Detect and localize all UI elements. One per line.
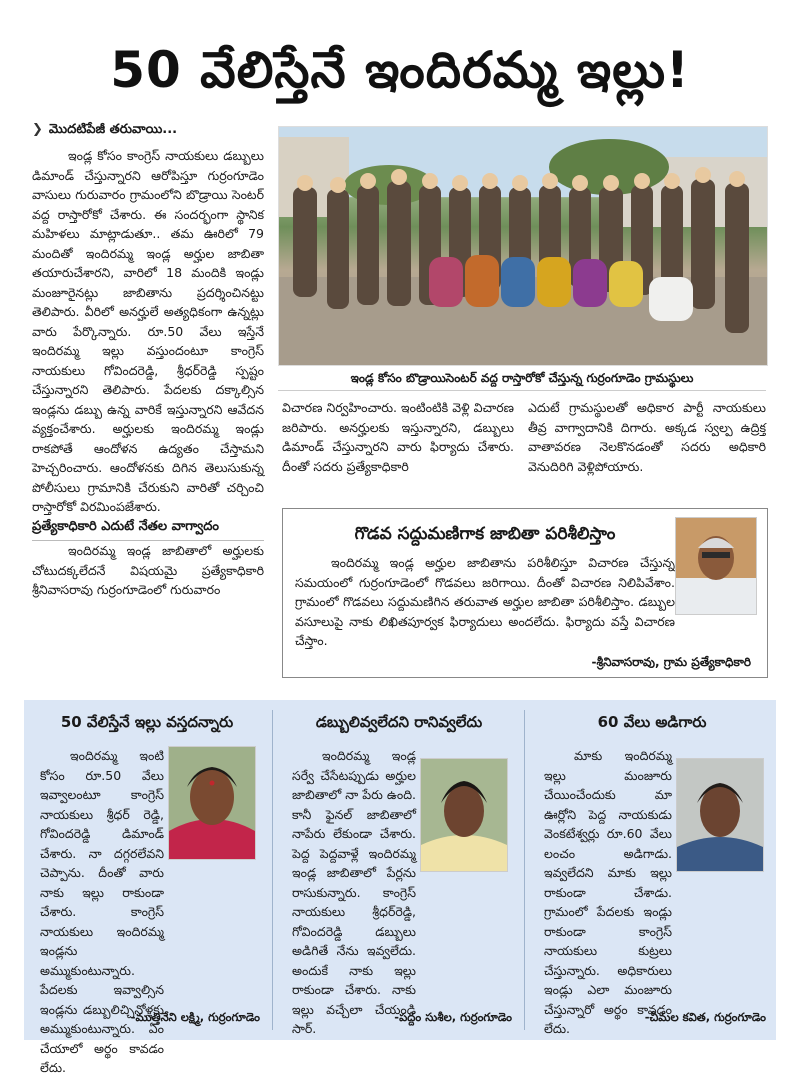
- photo-caption: ఇండ్ల కోసం బొడ్రాయిసెంటర్ వద్ద రాస్తారోకో చేస్తున్న గుర్రంగూడెం గ్రామస్థులు: [278, 366, 766, 391]
- testimonials-section: [24, 700, 776, 1075]
- paragraph: ఇండ్ల కోసం కాంగ్రెస్ నాయకులు డబ్బులు డిమాండ్ చేస్తున్నారని ఆరోపిస్తూ గుర్రంగూడెం వాసులు గురువారం గ్రామంలోని బొడ్రాయి సెంటర్ వద్ద రాస్తారోకో చేశారు. ఈ సందర్భంగా స్థానిక మహిళలు మాట్లాడుతూ.. తమ ఊరిలో 79 మందితో ఇందిరమ్మ ఇండ్ల అర్హుల జాబితా తయారుచేశారని, వారిలో 18 మందికి ఇండ్లు మంజూరైనట్లు జాబితాను ప్రదర్శించినట్టు తెలిపారు. వీరిలో అనర్హులే అత్యధికంగా ఉన్నట్లు వారు పేర్కొన్నారు. రూ.50 వేలు ఇస్తేనే ఇందిరమ్మ ఇల్లు వస్తుందంటూ కాంగ్రెస్ నాయకులు గోవిందరెడ్డి, శ్రీధర్‌రెడ్డి స్పష్టం చేస్తున్నారని తెలిపారు. పేదలకు దక్కాల్సిన ఇండ్లను డబ్బు ఉన్న వారికే ఇస్తున్నారని ఆవేదన వ్యక్తంచేశారు. అర్హులకు ఇందిరమ్మ ఇండ్లు రాకపోతే ఆందోళన ఉద్యతం చేస్తామని హెచ్చరించారు. ఆందోళనకు దిగిన తెలుసుకున్న పోలీసులు గ్రామానికి చేరుకుని వారితో చర్చించి రాస్తారోకో విరమింపజేశారు.: [32, 148, 264, 514]
- paragraph: విచారణ నిర్వహించారు. ఇంటింటికి వెళ్లి విచారణ జరిపారు. అనర్హులకు ఇస్తున్నారని, డబ్బులు డిమాండ్ చేస్తున్నారని వారు ఫిర్యాదు చేశారు. దీంతో సదరు ప్రత్యేకాధికారి: [282, 400, 514, 474]
- testimonial-title: 60 వేలు అడిగారు: [597, 713, 707, 731]
- protest-photo-illustration: [279, 127, 767, 365]
- chevron-right-icon: ❯: [32, 122, 43, 137]
- testimonial-signature: -ముత్తినేని లక్ష్మి, గుర్రంగూడెం: [130, 1010, 260, 1024]
- quote-signature: -శ్రీనివాసరావు, గ్రామ ప్రత్యేకాధికారి: [591, 655, 751, 669]
- paragraph: ఇందిరమ్మ ఇంటి కోసం రూ.50 వేలు ఇవ్వాలంటూ కాంగ్రెస్ నాయకులు శ్రీధర్ రెడ్డి, గోవిందరెడ్డి డిమాండ్ చేశారు. నా దగ్గరలేవని చెప్పాను. దీంతో వారు నాకు ఇల్లు రాకుండా చేశారు. కాంగ్రెస్ నాయకులు ఇందిరమ్మ ఇండ్లను అమ్ముకుంటున్నారు. పేదలకు ఇవ్వాల్సిన ఇండ్లను డబ్బులిచ్చినోళ్లకు అమ్ముకుంటున్నారు. ఏం చేయాలో అర్థం కావడం లేదు.: [40, 748, 164, 1075]
- middle-column: [282, 398, 514, 498]
- official-quote-box: [282, 508, 768, 678]
- testimonial-body-top: [40, 746, 164, 1075]
- testimonial-3: [528, 700, 776, 1040]
- official-portrait: [675, 517, 757, 615]
- paragraph: ఇందిరమ్మ ఇండ్ల సర్వే చేసేటప్పుడు అర్హుల జాబితాలో నా పేరు ఉంది. కానీ ఫైనల్ జాబితాలో నాపేరు లేకుండా చేశారు. పెద్ద పెద్దవాళ్లే ఇందిరమ్మ ఇండ్ల జాబితాలో పేర్లను రాసుకున్నారు. కాంగ్రెస్ నాయకులు శ్రీధర్‌రెడ్డి, గోవిందరెడ్డి డబ్బులు అడిగితే నేను ఇవ్వలేదు. అందుకే నాకు ఇల్లు రాకుండా చేశారు. నాకు ఇల్లు వచ్చేలా చేయండి సార్.: [292, 748, 416, 1036]
- divider: [524, 710, 525, 1030]
- headline: 50 వేలిస్తేనే ఇందిరమ్మ ఇల్లు!: [110, 41, 690, 99]
- paragraph: ఇందిరమ్మ ఇండ్ల అర్హుల జాబితాను పరిశీలిస్తూ విచారణ చేస్తున్న సమయంలో గుర్రంగూడెంలో గొడవలు జరిగాయి. దీంతో విచారణ నిలిపివేశాం. గ్రామంలో గొడవలు సద్దుమణిగిన తరువాత అర్హుల జాబితా పరిశీలిస్తాం. డబ్బుల వసూలుపై నాకు లిఖితపూర్వక ఫిర్యాదులు అందలేదు. ఫిర్యాదు వస్తే విచారణ చేస్తాం.: [295, 555, 675, 648]
- left-column: [32, 146, 264, 686]
- testimonial-signature: -చీమల కవిత, గుర్రంగూడెం: [644, 1010, 766, 1024]
- testimonial-signature: -పద్దం సుశీల, గుర్రంగూడెం: [394, 1010, 512, 1024]
- divider: [272, 710, 273, 1030]
- woman-portrait: [168, 746, 256, 860]
- subheading: ప్రత్యేకాధికారి ఎదుటే నేతల వాగ్వాదం: [32, 517, 264, 542]
- continuation-text: మొదటిపేజీ తరువాయి...: [48, 122, 178, 137]
- right-column: [528, 398, 766, 498]
- news-photo: [278, 126, 768, 366]
- quote-title: గొడవ సద్దుమణిగాక జాబితా పరిశీలిస్తాం: [354, 524, 616, 544]
- testimonial-title: 50 వేలిస్తేనే ఇల్లు వస్తదన్నారు: [60, 713, 234, 731]
- quote-body: [295, 553, 675, 653]
- testimonial-body: [544, 746, 672, 1036]
- testimonial-2: [276, 700, 522, 1040]
- testimonial-title: డబ్బులివ్వలేదని రానివ్వలేదు: [315, 713, 483, 731]
- testimonial-body: [292, 746, 416, 1036]
- continuation-note: [32, 120, 272, 140]
- paragraph: మాకు ఇందిరమ్మ ఇల్లు మంజూరు చేయించేందుకు మా ఊర్లోని పెద్ద నాయకుడు వెంకటేశ్వర్లు రూ.60 వేలు లంచం అడిగాడు. ఇవ్వలేదని మాకు ఇల్లు రాకుండా చేశాడు. గ్రామంలో పేదలకు ఇండ్లు రాకుండా కాంగ్రెస్ నాయకులు కుట్రలు చేస్తున్నారు. అధికారులు ఇండ్లు ఎలా మంజూరు చేస్తున్నారో అర్థం కావడం లేదు.: [544, 748, 672, 1036]
- paragraph: ఎదుటే గ్రామస్థులతో అధికార పార్టీ నాయకులు తీవ్ర వాగ్వాదానికి దిగారు. అక్కడ స్వల్ప ఉద్రిక్త వాతావరణ నెలకొనడంతో సదరు అధికారి వెనుదిరిగి వెళ్లిపోయారు.: [528, 400, 766, 474]
- testimonial-1: [24, 700, 270, 1075]
- paragraph: ఇందిరమ్మ ఇండ్ల జాబితాలో అర్హులకు చోటుదక్కలేదనే విషయమై ప్రత్యేకాధికారి శ్రీనివాసరావు గుర్రంగూడెంలో గురువారం: [32, 543, 264, 597]
- woman-portrait: [420, 758, 508, 872]
- woman-portrait: [676, 758, 764, 872]
